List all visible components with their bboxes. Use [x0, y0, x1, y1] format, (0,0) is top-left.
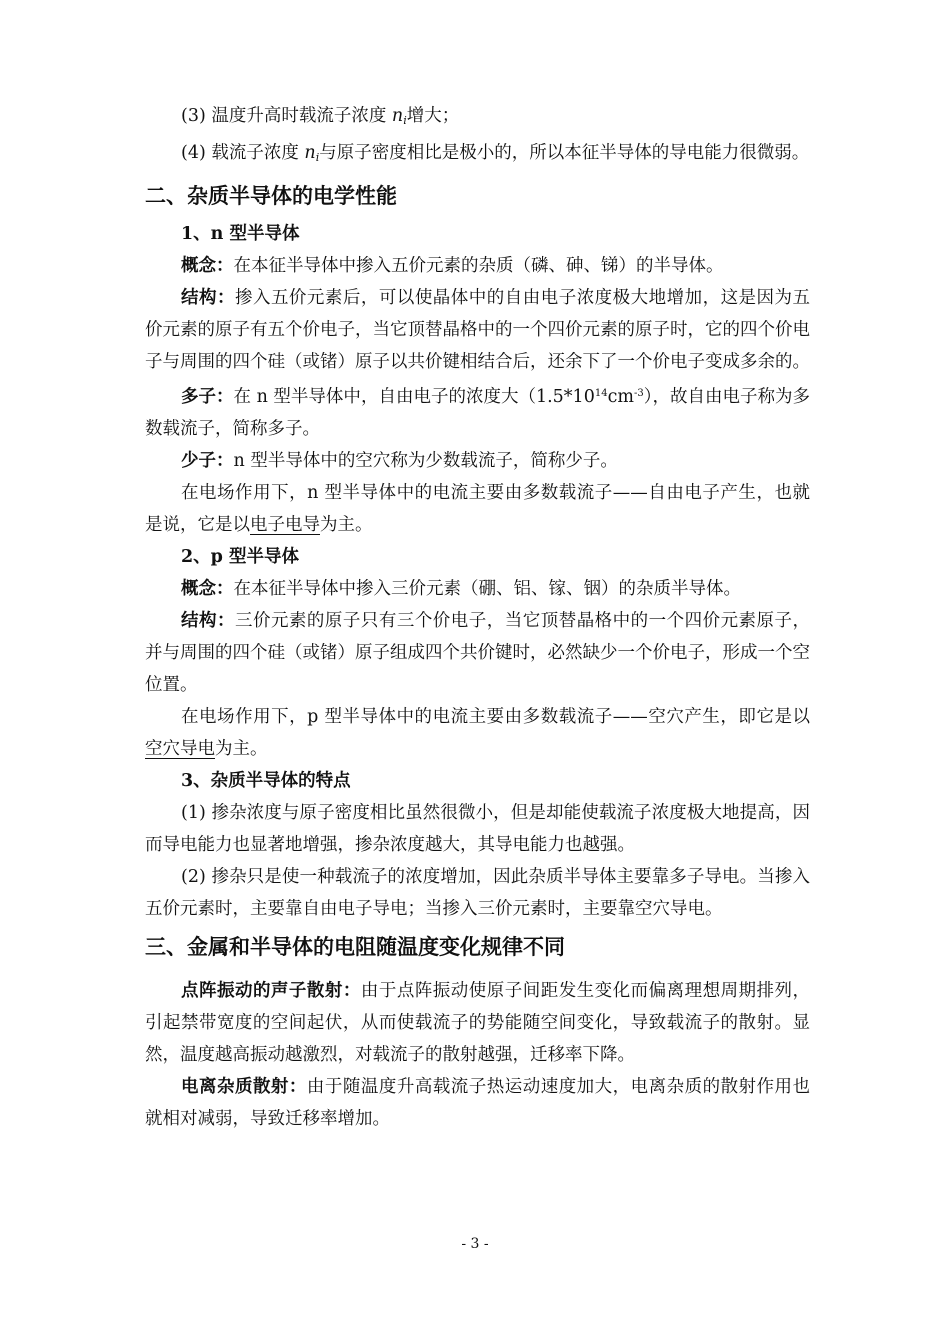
text: 在本征半导体中掺入三价元素（硼、铝、镓、铟）的杂质半导体。 [233, 579, 741, 599]
superscript: 14 [594, 388, 608, 399]
intrinsic-feature-4 [145, 137, 810, 174]
text: ），故自由电子称为多数载流子，简称多子。 [145, 387, 811, 439]
term-label: 概念： [181, 256, 234, 276]
text: 与原子密度相比是极小的，所以本征半导体的导电能力很微弱。 [319, 143, 810, 163]
phonon-scattering [145, 975, 810, 1071]
n-type-minority-carrier [145, 445, 810, 477]
term-label: 结构： [181, 288, 235, 308]
text: 由于随温度升高载流子热运动速度加大，电离杂质的散射作用也就相对减弱，导致迁移率增加。 [145, 1077, 811, 1129]
term-label: 点阵振动的声子散射： [181, 981, 361, 1001]
text: 由于点阵振动使原子间距发生变化而偏离理想周期排列，引起禁带宽度的空间起伏，从而使载流子的势能随空间变化，导致载流子的散射。显然，温度越高振动越激烈，对载流子的散射越强，迁移率下降。 [145, 981, 811, 1065]
term-label: 电离杂质散射： [181, 1077, 307, 1097]
text: 为主。 [320, 515, 373, 535]
p-type-structure [145, 605, 810, 701]
text: 在 n 型半导体中，自由电子的浓度大（1.5*10 [233, 387, 595, 407]
text: 增大； [406, 106, 460, 126]
n-type-concept [145, 250, 810, 282]
item-number: (4) [181, 143, 212, 163]
underlined-term: 电子电导 [250, 515, 320, 535]
underlined-term: 空穴导电 [145, 739, 215, 759]
document-page [145, 100, 810, 1135]
text: n 型半导体中的空穴称为少数载流子，简称少子。 [233, 451, 618, 471]
text: cm [607, 387, 634, 407]
text: 三价元素的原子只有三个价电子，当它顶替晶格中的一个四价元素原子，并与周围的四个硅（或锗）原子组成四个共价键时，必然缺少一个价电子，形成一个空位置。 [145, 611, 811, 695]
impurity-feature-2: (2) 掺杂只是使一种载流子的浓度增加，因此杂质半导体主要靠多子导电。当掺入五价元素时，主要靠自由电子导电；当掺入三价元素时，主要靠空穴导电。 [145, 867, 810, 919]
variable-n: n [304, 143, 316, 163]
text: 温度升高时载流子浓度 [211, 106, 392, 126]
subscript-i: i [315, 151, 320, 164]
text: 载流子浓度 [211, 143, 305, 163]
subheading-p-type: 2、p 型半导体 [181, 547, 300, 567]
section-heading-resistance-temperature: 三、金属和半导体的电阻随温度变化规律不同 [145, 935, 565, 959]
item-number: (3) [181, 106, 212, 126]
section-heading-impurity-semiconductor: 二、杂质半导体的电学性能 [145, 184, 397, 208]
subheading-n-type: 1、n 型半导体 [181, 224, 300, 244]
term-label: 结构： [181, 611, 235, 631]
p-type-electric-field [145, 701, 810, 765]
impurity-feature-1: (1) 掺杂浓度与原子密度相比虽然很微小，但是却能使载流子浓度极大地提高，因而导电能力也显著地增强，掺杂浓度越大，其导电能力也越强。 [145, 803, 810, 855]
subheading-impurity-features: 3、杂质半导体的特点 [181, 771, 351, 791]
text: 为主。 [215, 739, 268, 759]
variable-n: n [391, 106, 404, 126]
text: 在电场作用下，n 型半导体中的电流主要由多数载流子——自由电子产生，也就是说，它是以 [145, 483, 810, 535]
superscript: -3 [633, 388, 644, 399]
term-label: 概念： [181, 579, 234, 599]
term-label: 少子： [181, 451, 234, 471]
p-type-concept [145, 573, 810, 605]
page-number: - 3 - [461, 1236, 489, 1252]
text: 在电场作用下，p 型半导体中的电流主要由多数载流子——空穴产生，即它是以 [181, 707, 810, 727]
text: 在本征半导体中掺入五价元素的杂质（磷、砷、锑）的半导体。 [233, 256, 724, 276]
text: 掺入五价元素后，可以使晶体中的自由电子浓度极大地增加，这是因为五价元素的原子有五个价电子，当它顶替晶格中的一个四价元素的原子时，它的四个价电子与周围的四个硅（或锗）原子以共价键相结合后，还余下了一个价电子变成多余的。 [145, 288, 811, 372]
n-type-electric-field [145, 477, 810, 541]
term-label: 多子： [181, 387, 234, 407]
ionized-impurity-scattering [145, 1071, 810, 1135]
n-type-structure [145, 282, 810, 378]
subscript-i: i [403, 114, 407, 127]
n-type-majority-carrier [145, 378, 810, 445]
intrinsic-feature-3 [145, 100, 810, 137]
